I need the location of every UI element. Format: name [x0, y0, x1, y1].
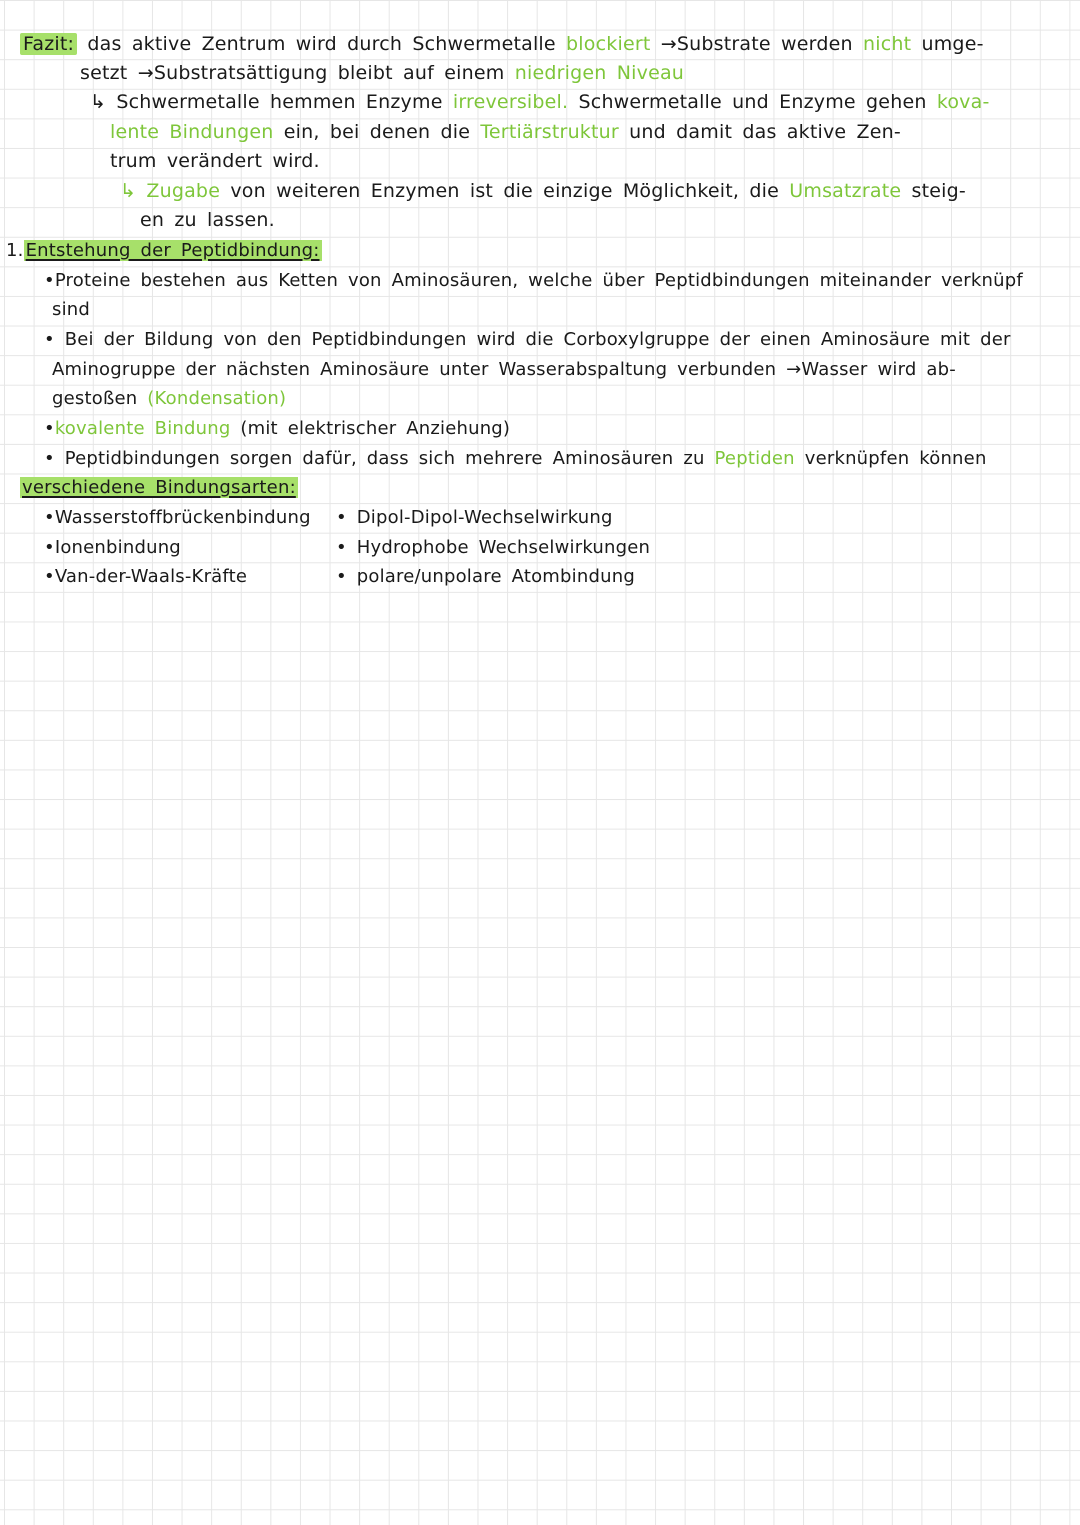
- text: •Proteine bestehen aus Ketten von Aminosäuren, welche über Peptidbindungen miteinander verknüpf: [44, 270, 1023, 291]
- text: verknüpfen können: [804, 448, 987, 469]
- text: setzt →Substratsättigung bleibt auf einem: [80, 62, 505, 84]
- keyword-tertiaerstruktur: Tertiärstruktur: [480, 121, 619, 143]
- text: steig-: [911, 180, 966, 202]
- fazit-line-4: [110, 118, 901, 146]
- text: • Bei der Bildung von den Peptidbindungen wird die Corboxylgruppe der einen Aminosäure mit der: [44, 329, 1011, 350]
- bullet-2-line-2: [52, 356, 956, 384]
- list-item: [44, 534, 181, 562]
- text: und damit das aktive Zen-: [629, 121, 901, 143]
- keyword-kondensation: (Kondensation): [147, 388, 287, 409]
- text: →Substrate werden: [660, 33, 853, 55]
- text: •Wasserstoffbrückenbindung: [44, 507, 311, 528]
- bindungsarten-title: verschiedene Bindungsarten:: [22, 477, 296, 498]
- list-item: [336, 534, 650, 562]
- list-item: [336, 504, 613, 532]
- fazit-label: Fazit:: [20, 33, 77, 55]
- keyword-zugabe: Zugabe: [146, 180, 221, 202]
- text: • Hydrophobe Wechselwirkungen: [336, 537, 651, 558]
- fazit-line-6: [120, 177, 966, 205]
- fazit-line-5: [110, 147, 320, 175]
- list-item: [336, 563, 635, 591]
- keyword-niedrigen-niveau: niedrigen Niveau: [514, 62, 685, 84]
- bullet-4: [44, 445, 987, 473]
- keyword-blockiert: blockiert: [566, 33, 651, 55]
- bullet-dot: •: [44, 418, 55, 439]
- bullet-3: [44, 415, 510, 443]
- fazit-line-3: [90, 88, 990, 116]
- arrow-icon: ↳: [120, 180, 137, 202]
- arrow-icon: ↳: [90, 91, 107, 113]
- text: von weiteren Enzymen ist die einzige Möglichkeit, die: [230, 180, 780, 202]
- bullet-2-line-1: [44, 326, 1011, 354]
- keyword-umsatzrate: Umsatzrate: [789, 180, 902, 202]
- keyword-kovalente: kova-: [936, 91, 990, 113]
- keyword-irreversibel: irreversibel.: [452, 91, 569, 113]
- keyword-peptiden: Peptiden: [714, 448, 795, 469]
- text: • polare/unpolare Atombindung: [336, 566, 635, 587]
- list-item: [44, 563, 247, 591]
- bullet-2-line-3: [52, 385, 286, 413]
- text: Schwermetalle und Enzyme gehen: [578, 91, 927, 113]
- text: • Peptidbindungen sorgen dafür, dass sich mehrere Aminosäuren zu: [44, 448, 705, 469]
- text: ein, bei denen die: [283, 121, 471, 143]
- text: •Ionenbindung: [44, 537, 181, 558]
- text: Schwermetalle hemmen Enzyme: [116, 91, 443, 113]
- keyword-nicht: nicht: [862, 33, 912, 55]
- fazit-line-7: [140, 206, 275, 234]
- section-heading: [6, 237, 322, 265]
- keyword-kovalente-bindung: kovalente Bindung: [54, 418, 231, 439]
- list-item: [44, 504, 311, 532]
- keyword-bindungen: lente Bindungen: [110, 121, 274, 143]
- bindungsarten-heading: [20, 474, 298, 502]
- text: Aminogruppe der nächsten Aminosäure unter Wasserabspaltung verbunden →Wasser wird ab-: [52, 359, 956, 380]
- text: trum verändert wird.: [110, 150, 320, 172]
- text: en zu lassen.: [140, 209, 275, 231]
- fazit-line-2: [80, 59, 684, 87]
- text: umge-: [921, 33, 984, 55]
- text: •Van-der-Waals-Kräfte: [44, 566, 248, 587]
- text: sind: [52, 299, 91, 320]
- section-number: 1.: [6, 240, 24, 261]
- text: gestoßen: [52, 388, 138, 409]
- fazit-line-1: [20, 30, 984, 58]
- bullet-1-line-1: [44, 267, 1023, 295]
- text: das aktive Zentrum wird durch Schwermetalle: [87, 33, 556, 55]
- text: (mit elektrischer Anziehung): [240, 418, 511, 439]
- text: • Dipol-Dipol-Wechselwirkung: [336, 507, 613, 528]
- bullet-1-line-2: [52, 296, 90, 324]
- section-title: Entstehung der Peptidbindung:: [25, 240, 320, 261]
